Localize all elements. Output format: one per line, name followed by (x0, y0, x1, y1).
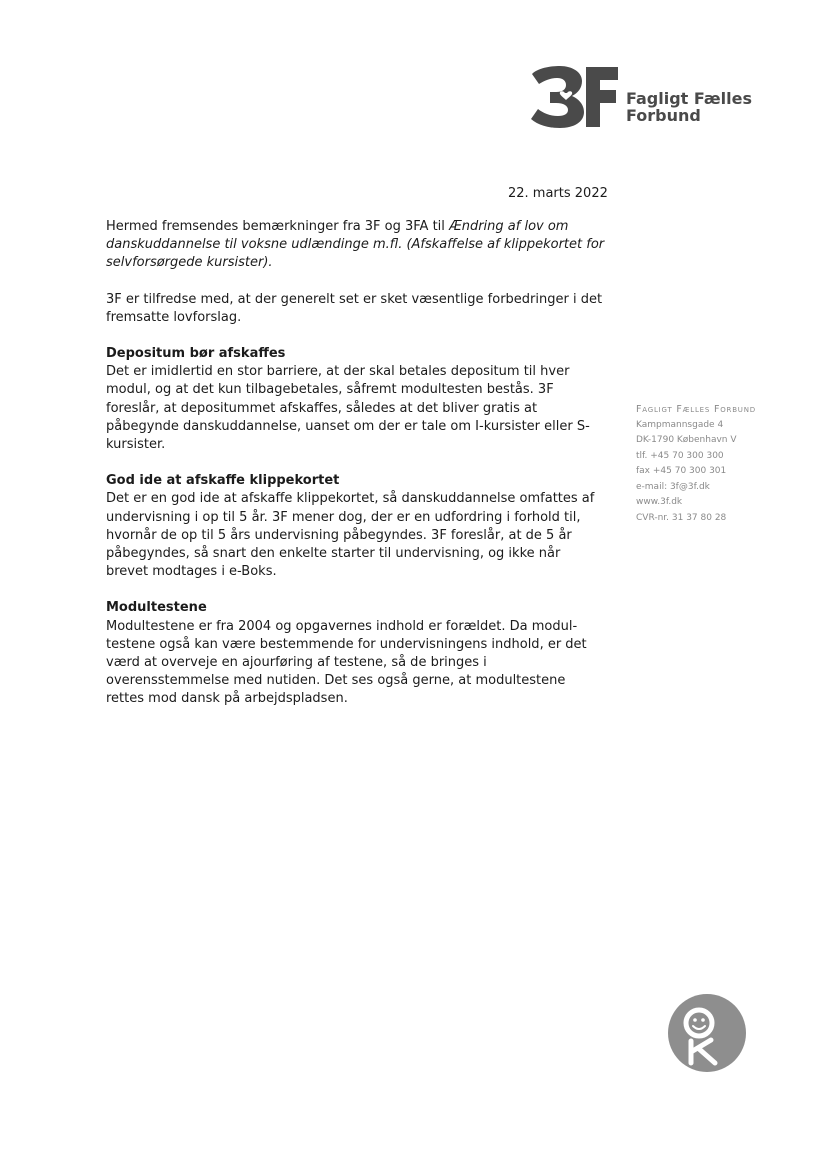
section-heading: Modultestene (106, 600, 207, 616)
sidebar-email: e-mail: 3f@3f.dk (636, 481, 710, 492)
logo-name-line2: Forbund (626, 106, 701, 125)
section-depositum (106, 345, 606, 454)
sidebar-cvr: CVR-nr. 31 37 80 28 (636, 512, 727, 523)
logo-name-line1: Fagligt Fælles (626, 89, 752, 108)
section-text: Det er en god ide at afskaffe klippekortet, så danskuddannelse omfattes af undervisning i op til 5 år. 3F mener dog, der er en udfordring i forhold til, hvornår de op til 5 års undervisning påbegyndes. 3F foreslår, at de 5 år påbegyndes, så snart den enkelte starter til undervisning, og ikke når brevet modtages i e-Boks. (106, 491, 595, 580)
sidebar-phone: tlf. +45 70 300 300 (636, 450, 724, 461)
sidebar-web: www.3f.dk (636, 497, 683, 507)
sidebar-address: Kampmannsgade 4 (636, 419, 724, 430)
section-text: Modultestene er fra 2004 og opgavernes indhold er forældet. Da modul-testene også kan være bestemmende for undervisningens indhold, er det værd at overveje en ajourføring af testene, så de bringes i overensstemmelse med nutiden. Det ses også gerne, at modultestene rettes mod dansk på arbejdspladsen. (106, 618, 587, 707)
ok-smiley-icon (667, 993, 747, 1073)
letter-date: 22. marts 2022 (508, 186, 608, 201)
section-heading: Depositum bør afskaffes (106, 346, 286, 362)
logo-wordmark (626, 90, 752, 124)
sidebar-city: DK-1790 København V (636, 435, 737, 445)
intro-paragraph (106, 218, 606, 273)
letter-body (106, 218, 606, 727)
intro-prefix: Hermed fremsendes bemærkninger fra 3F og 3FA til (106, 219, 450, 234)
3f-logo-mark-icon (528, 66, 620, 128)
general-paragraph: 3F er tilfredse med, at der generelt set er sket væsentlige forbedringer i det fremsatte lovforslag. (106, 291, 603, 325)
section-heading: God ide at afskaffe klippekortet (106, 473, 340, 489)
sidebar-fax: fax +45 70 300 301 (636, 466, 727, 476)
section-text: Det er imidlertid en stor barriere, at der skal betales depositum til hver modul, og at det kun tilbagebetales, såfremt modultesten bestås. 3F foreslår, at depositummet afskaffes, således at det bliver gratis at påbegynde danskuddannelse, uanset om der er tale om I-kursister eller S-kursister. (106, 364, 590, 453)
contact-sidebar (636, 402, 796, 526)
sidebar-org: Fagligt Fælles Forbund (636, 404, 756, 415)
section-modultestene (106, 599, 606, 708)
section-klippekort (106, 472, 606, 581)
logo (528, 66, 760, 130)
intro-bill-title: Ændring af lov om danskuddannelse til voksne udlændinge m.fl. (Afskaffelse af klippekortet for selvforsørgede kursister). (106, 219, 605, 271)
